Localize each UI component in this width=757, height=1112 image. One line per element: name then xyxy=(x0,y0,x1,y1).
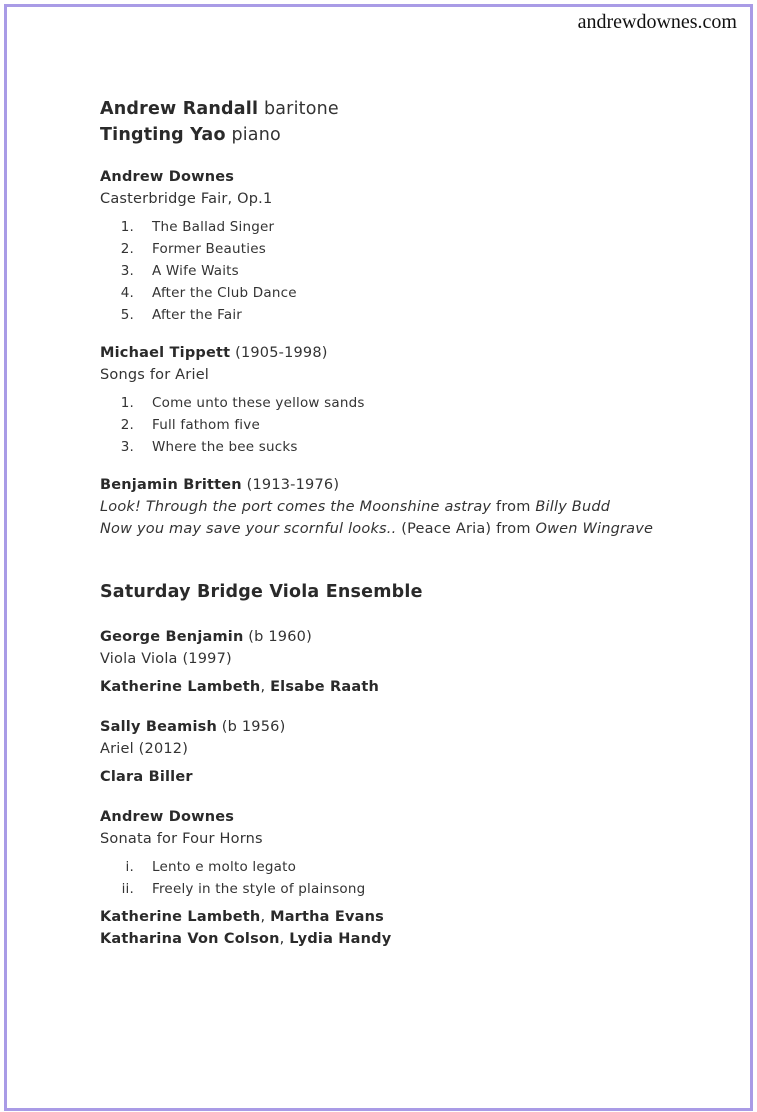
aria-title: Now you may save your scornful looks.. xyxy=(100,521,397,537)
composer-line xyxy=(100,342,720,364)
performer-2 xyxy=(100,122,720,148)
composer-dates: (1913-1976) xyxy=(241,477,340,493)
opera-title: Billy Budd xyxy=(535,499,611,515)
composer-name: Andrew Downes xyxy=(100,809,235,825)
list-item: 2. Former Beauties xyxy=(120,241,266,257)
program-content xyxy=(100,96,720,950)
composer-name: George Benjamin xyxy=(100,629,244,645)
list-item: 3. A Wife Waits xyxy=(120,263,239,279)
list-item: 1. Come unto these yellow sands xyxy=(120,395,365,411)
site-name: andrewdownes.com xyxy=(577,11,737,33)
aria-note: (Peace Aria) from xyxy=(396,521,536,537)
performer-role: piano xyxy=(231,125,281,145)
composer-line xyxy=(100,716,720,738)
list-item: 1. The Ballad Singer xyxy=(120,219,275,235)
list-item: 4. After the Club Dance xyxy=(120,285,297,301)
movement-list xyxy=(100,392,720,458)
composer-name: Andrew Downes xyxy=(100,169,235,185)
players-line: Clara Biller xyxy=(100,769,193,785)
performer-name: Tingting Yao xyxy=(100,125,226,145)
composer-dates: (b 1960) xyxy=(243,629,312,645)
aria-title: Look! Through the port comes the Moonshine astray xyxy=(100,499,492,515)
composer-line xyxy=(100,474,720,496)
from-text: from xyxy=(491,499,536,515)
list-item: 5. After the Fair xyxy=(120,307,243,323)
performer-name: Andrew Randall xyxy=(100,99,259,119)
work-title: Ariel (2012) xyxy=(100,741,189,757)
list-item: i. Lento e molto legato xyxy=(125,859,297,875)
opera-title: Owen Wingrave xyxy=(535,521,654,537)
composer-dates: (1905-1998) xyxy=(230,345,328,361)
work-title: Casterbridge Fair, Op.1 xyxy=(100,191,273,207)
composer-name: Michael Tippett xyxy=(100,345,231,361)
composer-line xyxy=(100,626,720,648)
performer-1 xyxy=(100,96,720,122)
work-title: Sonata for Four Horns xyxy=(100,831,263,847)
list-item: ii. Freely in the style of plainsong xyxy=(121,881,366,897)
players-line: Katherine Lambeth, Elsabe Raath xyxy=(100,679,380,695)
movement-list xyxy=(100,216,720,326)
movement-list xyxy=(100,856,720,900)
section-title: Saturday Bridge Viola Ensemble xyxy=(100,582,423,602)
list-item: 3. Where the bee sucks xyxy=(120,439,298,455)
composer-name: Benjamin Britten xyxy=(100,477,242,493)
performer-role: baritone xyxy=(263,99,339,119)
players-line: Katherine Lambeth, Martha Evans xyxy=(100,909,385,925)
work-line xyxy=(100,518,720,540)
work-title: Songs for Ariel xyxy=(100,367,210,383)
list-item: 2. Full fathom five xyxy=(120,417,260,433)
work-title: Viola Viola (1997) xyxy=(100,651,232,667)
work-line xyxy=(100,496,720,518)
composer-name: Sally Beamish xyxy=(100,719,217,735)
composer-dates: (b 1956) xyxy=(216,719,286,735)
players-line: Katharina Von Colson, Lydia Handy xyxy=(100,931,392,947)
